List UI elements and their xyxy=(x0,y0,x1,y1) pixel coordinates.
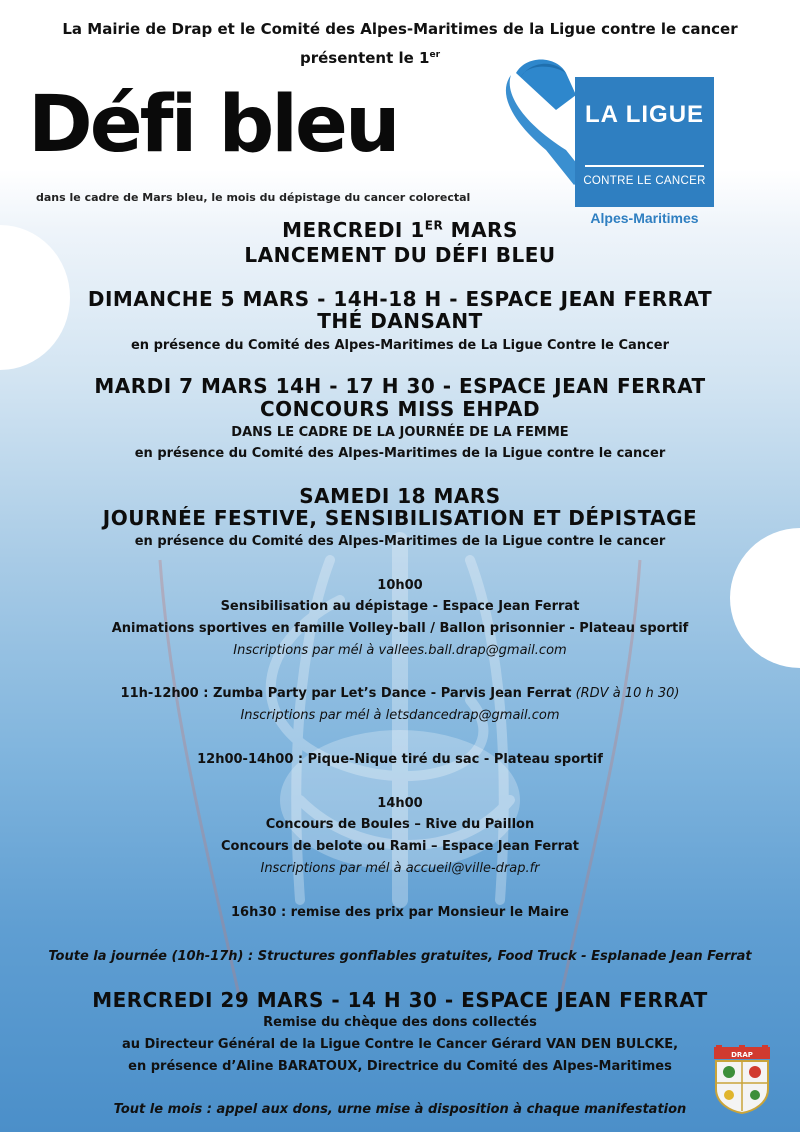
program-2-text: 11h-12h00 : Zumba Party par Let’s Dance - Parvis Jean Ferrat xyxy=(120,686,572,701)
footer-note: Tout le mois : appel aux dons, urne mise à disposition à chaque manifestation xyxy=(113,1102,687,1117)
crest-label: DRAP xyxy=(731,1051,753,1059)
header-line-2-text: présentent le 1 xyxy=(299,49,430,67)
program-4-line-a: Concours de Boules – Rive du Paillon xyxy=(265,817,535,832)
program-4-line-b: Concours de belote ou Rami – Espace Jean Ferrat xyxy=(221,839,579,854)
page-title: Défi bleu xyxy=(28,80,398,170)
event-3-subtitle: CONCOURS MISS EHPAD xyxy=(259,397,541,421)
event-2-note: en présence du Comité des Alpes-Maritimes de La Ligue Contre le Cancer xyxy=(130,338,669,353)
program-1-email: Inscriptions par mél à vallees.ball.drap@gmail.com xyxy=(233,643,567,658)
crest-icon xyxy=(712,1045,772,1115)
header-line-1: La Mairie de Drap et le Comité des Alpes-Maritimes de la Ligue contre le cancer xyxy=(62,20,738,38)
event-4-title: SAMEDI 18 MARS xyxy=(299,484,501,508)
event-4-subtitle: JOURNÉE FESTIVE, SENSIBILISATION ET DÉPISTAGE xyxy=(102,506,698,530)
event-3-sub: DANS LE CADRE DE LA JOURNÉE DE LA FEMME xyxy=(231,425,569,440)
event-1-date-sup: ER xyxy=(424,218,444,233)
all-day-note: Toute la journée (10h-17h) : Structures gonflables gratuites, Food Truck - Esplanade Jean Ferrat xyxy=(48,949,752,964)
program-2-rdv: (RDV à 10 h 30) xyxy=(571,686,680,701)
event-4-note: en présence du Comité des Alpes-Maritimes de la Ligue contre le cancer xyxy=(134,534,666,549)
event-1-month: MARS xyxy=(443,218,518,242)
final-line-2: au Directeur Général de la Ligue Contre le Cancer Gérard VAN DEN BULCKE, xyxy=(121,1037,679,1052)
program-2-line-a xyxy=(0,686,800,701)
final-event-title: MERCREDI 29 MARS - 14 H 30 - ESPACE JEAN FERRAT xyxy=(92,988,708,1012)
logo-subtitle: CONTRE LE CANCER xyxy=(583,175,706,187)
program-2-email: Inscriptions par mél à letsdancedrap@gmail.com xyxy=(240,708,560,723)
drap-coat-of-arms xyxy=(712,1045,772,1115)
event-2-subtitle: THÉ DANSANT xyxy=(317,309,483,333)
logo-box xyxy=(575,77,714,207)
program-5: 16h30 : remise des prix par Monsieur le Maire xyxy=(231,905,569,920)
event-1-title xyxy=(0,218,800,242)
program-1-time: 10h00 xyxy=(377,578,423,593)
event-3-title: MARDI 7 MARS 14H - 17 H 30 - ESPACE JEAN FERRAT xyxy=(94,374,706,398)
logo-region: Alpes-Maritimes xyxy=(590,210,699,226)
logo-title: LA LIGUE xyxy=(584,101,705,128)
ligue-logo xyxy=(496,55,736,235)
program-4-time: 14h00 xyxy=(377,796,423,811)
event-3-note: en présence du Comité des Alpes-Maritimes de la Ligue contre le cancer xyxy=(134,446,666,461)
program-1-line-a: Sensibilisation au dépistage - Espace Jean Ferrat xyxy=(220,599,580,614)
final-line-3: en présence d’Aline BARATOUX, Directrice du Comité des Alpes-Maritimes xyxy=(128,1059,672,1074)
event-1-date: MERCREDI 1 xyxy=(282,218,425,242)
event-2-title: DIMANCHE 5 MARS - 14H-18 H - ESPACE JEAN FERRAT xyxy=(87,287,713,311)
program-1-line-b: Animations sportives en famille Volley-ball / Ballon prisonnier - Plateau sportif xyxy=(111,621,689,636)
page-subtitle: dans le cadre de Mars bleu, le mois du dépistage du cancer colorectal xyxy=(36,191,471,204)
program-4-email: Inscriptions par mél à accueil@ville-drap.fr xyxy=(260,861,540,876)
final-line-1: Remise du chèque des dons collectés xyxy=(263,1015,537,1030)
program-3: 12h00-14h00 : Pique-Nique tiré du sac - Plateau sportif xyxy=(197,752,603,767)
event-1-subtitle: LANCEMENT DU DÉFI BLEU xyxy=(244,243,556,267)
header-line-2-sup: er xyxy=(429,50,441,60)
logo-divider xyxy=(585,165,704,167)
